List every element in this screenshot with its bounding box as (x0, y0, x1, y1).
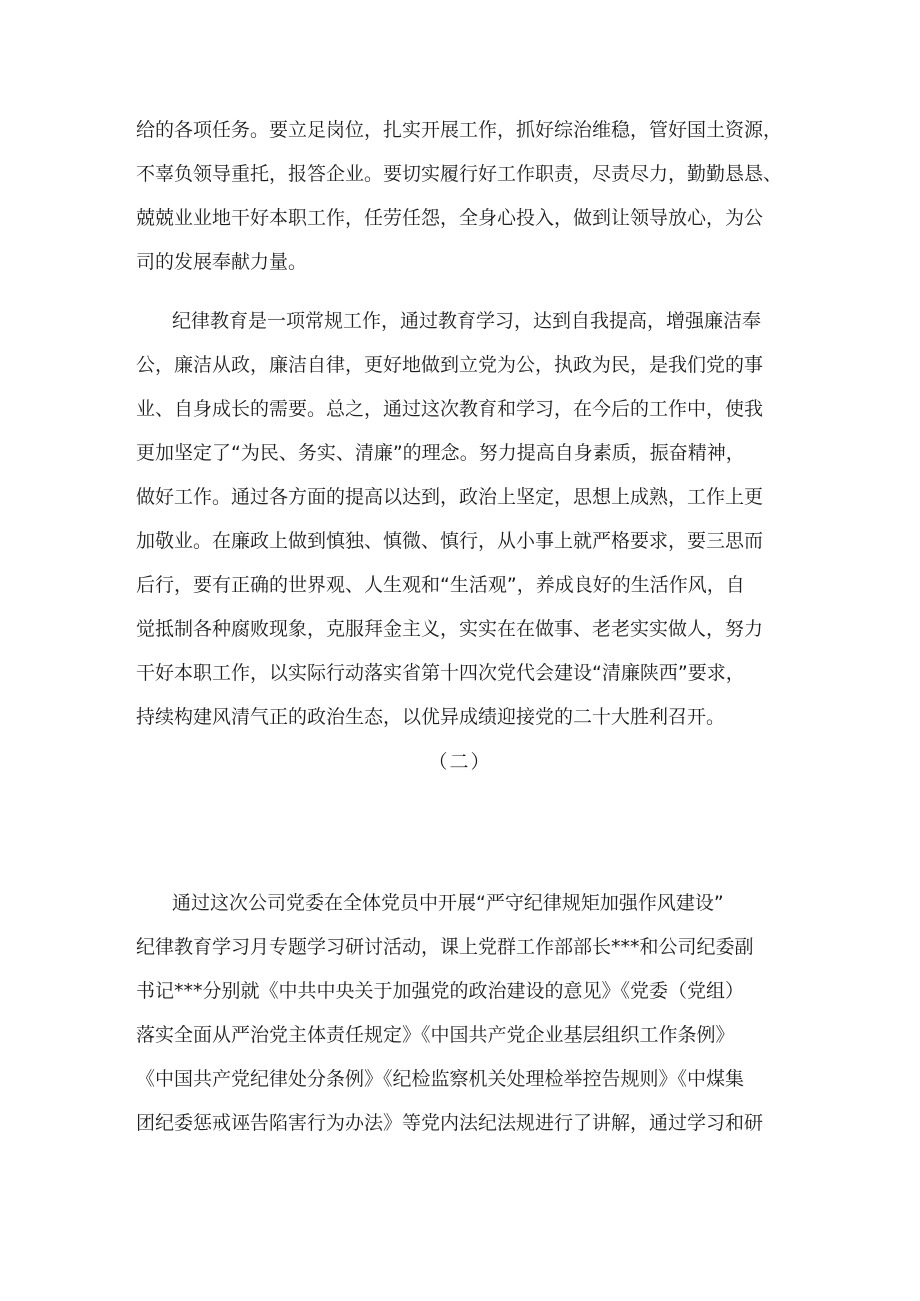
section-heading: （二） (428, 751, 492, 773)
paragraph-2-line-3: 业、自身成长的需要。总之，通过这次教育和学习，在今后的工作中，使我 (136, 398, 764, 420)
paragraph-2-line-5: 做好工作。通过各方面的提高以达到，政治上坚定，思想上成熟，工作上更 (136, 486, 764, 508)
paragraph-1-line-1: 给的各项任务。要立足岗位，扎实开展工作，抓好综治维稳，管好国土资源， (136, 119, 783, 141)
paragraph-1-line-3: 兢兢业业地干好本职工作，任劳任怨，全身心投入，做到让领导放心，为公 (136, 207, 764, 229)
paragraph-3-line-2: 纪律教育学习月专题学习研讨活动，课上党群工作部部长***和公司纪委副 (136, 936, 754, 958)
paragraph-3-line-3: 书记***分别就《中共中央关于加强党的政治建设的意见》《党委（党组） (136, 980, 745, 1002)
paragraph-3-line-4: 落实全面从严治党主体责任规定》《中国共产党企业基层组织工作条例》 (136, 1024, 735, 1046)
paragraph-1-line-4: 司的发展奉献力量。 (136, 251, 308, 273)
paragraph-2-line-10: 持续构建风清气正的政治生态，以优异成绩迎接党的二十大胜利召开。 (136, 706, 726, 728)
paragraph-3-line-1: 通过这次公司党委在全体党员中开展“严守纪律规矩加强作风建设” (172, 892, 724, 914)
paragraph-3-line-6: 团纪委惩戒诬告陷害行为办法》等党内法纪法规进行了讲解，通过学习和研 (136, 1112, 764, 1134)
paragraph-2-line-1: 纪律教育是一项常规工作，通过教育学习，达到自我提高，增强廉洁奉 (172, 310, 762, 332)
paragraph-2-line-8: 觉抵制各种腐败现象，克服拜金主义，实实在在做事、老老实实做人，努力 (136, 618, 764, 640)
paragraph-2-line-6: 加敬业。在廉政上做到慎独、慎微、慎行，从小事上就严格要求，要三思而 (136, 530, 764, 552)
paragraph-1-line-2: 不辜负领导重托，报答企业。要切实履行好工作职责，尽责尽力，勤勤恳恳、 (136, 163, 783, 185)
paragraph-2-line-2: 公，廉洁从政，廉洁自律，更好地做到立党为公，执政为民，是我们党的事 (136, 354, 764, 376)
paragraph-2-line-4: 更加坚定了“为民、务实、清廉”的理念。努力提高自身素质，振奋精神， (136, 442, 745, 464)
paragraph-2-line-7: 后行，要有正确的世界观、人生观和“生活观”，养成良好的生活作风，自 (136, 574, 745, 596)
paragraph-3-line-5: 《中国共产党纪律处分条例》《纪检监察机关处理检举控告规则》《中煤集 (136, 1068, 745, 1090)
paragraph-2-line-9: 干好本职工作，以实际行动落实省第十四次党代会建设“清廉陕西”要求， (136, 662, 745, 684)
